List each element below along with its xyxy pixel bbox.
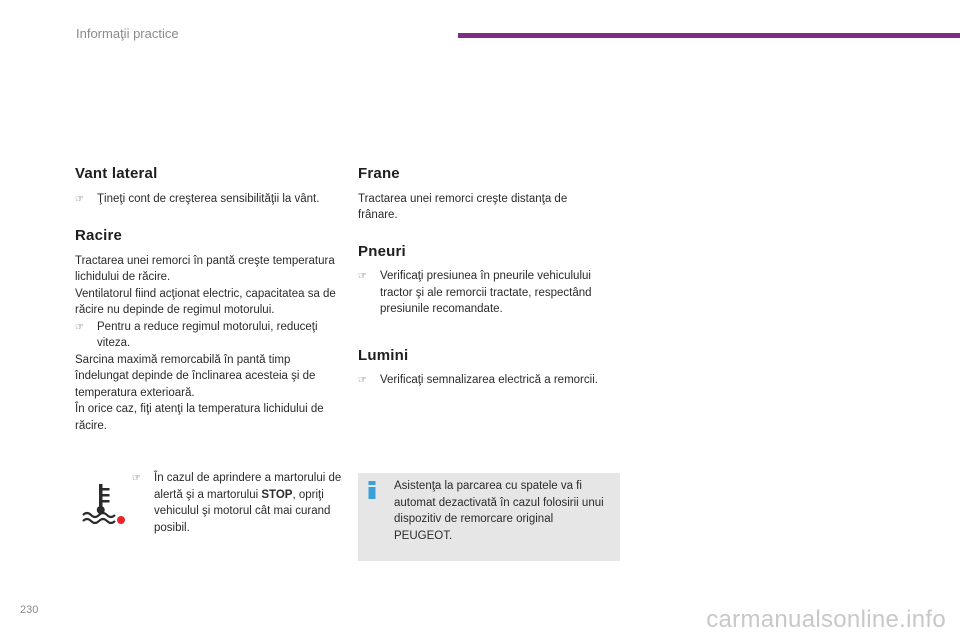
page-header-title: Informaţii practice (76, 26, 179, 41)
info-note-box (358, 473, 620, 561)
info-note-text: Asistenţa la parcarea cu spatele va fi automat dezactivată în cazul folosirii unui dispozitiv de remorcare original PEUGEOT. (394, 480, 604, 542)
info-icon (367, 481, 377, 499)
bullet-item (358, 372, 628, 390)
watermark: carmanualsonline.info (706, 606, 946, 633)
coolant-temperature-icon (79, 480, 127, 524)
bullet-arrow-icon: ☞ (358, 375, 367, 386)
bullet-item (75, 319, 340, 352)
section-title-lumini: Lumini (358, 346, 409, 364)
bullet-arrow-icon: ☞ (75, 321, 84, 333)
coolant-warning-box (75, 470, 343, 540)
bullet-arrow-icon: ☞ (358, 271, 367, 282)
bullet-text: Verificaţi presiunea în pneurile vehiculului tractor şi ale remorcii tractate, respectând presiunile recomandate. (380, 270, 592, 315)
bullet-item (75, 191, 340, 209)
page-number: 230 (20, 604, 39, 616)
left-column (75, 166, 340, 434)
bullet-arrow-icon: ☞ (75, 193, 84, 205)
bullet-item (358, 268, 623, 318)
stop-label: STOP (261, 488, 293, 501)
paragraph: Tractarea unei remorci creşte distanţa de frânare. (358, 192, 568, 221)
alert-dot (117, 516, 125, 524)
bullet-arrow-icon: ☞ (132, 473, 141, 484)
right-column (358, 166, 623, 390)
paragraph: Sarcina maximă remorcabilă în pantă timp îndelungat depinde de înclinarea acesteia şi de temperatura exterioară. (75, 353, 316, 399)
paragraph: În orice caz, fiţi atenţi la temperatura lichidului de răcire. (75, 403, 324, 432)
warning-bullet (132, 470, 342, 536)
bullet-text: Verificaţi semnalizarea electrică a remorcii. (380, 374, 598, 386)
section-title-frane: Frane (358, 165, 400, 182)
bullet-text: Pentru a reduce regimul motorului, reduceţi viteza. (97, 320, 318, 349)
header-accent-bar (458, 33, 960, 38)
section-title-pneuri: Pneuri (358, 242, 406, 260)
section-title-racire: Racire (75, 227, 123, 244)
bullet-text: Ţineţi cont de creşterea sensibilităţii la vânt. (97, 192, 320, 205)
paragraph: Tractarea unei remorci în pantă creşte temperatura lichidului de răcire. (75, 254, 335, 283)
section-title-vant-lateral: Vant lateral (75, 165, 158, 182)
warning-text: În cazul de aprindere a martorului de alertă şi a martorului STOP, opriţi vehiculul şi motorul cât mai curand posibil. (154, 472, 342, 534)
paragraph: Ventilatorul fiind acţionat electric, capacitatea sa de răcire nu depinde de regimul motorului. (75, 287, 336, 316)
